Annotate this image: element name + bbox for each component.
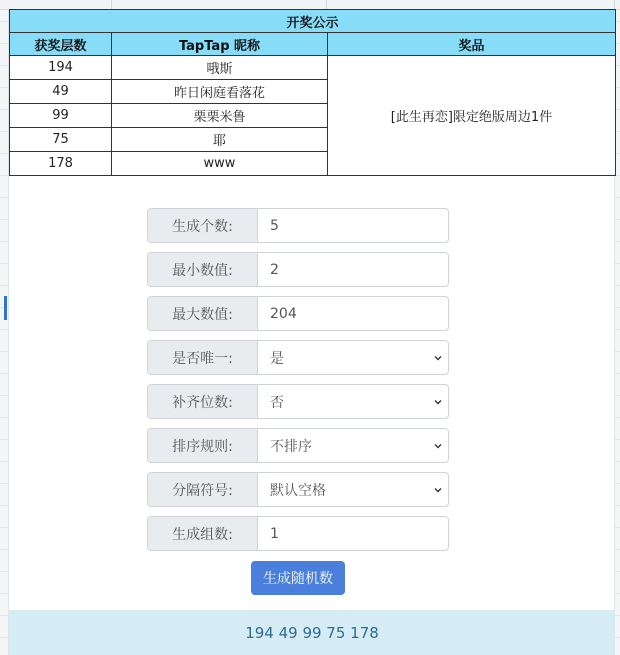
table-row (10, 56, 616, 80)
groups-field-group (147, 516, 449, 551)
chevron-down-icon (434, 398, 442, 406)
separator-field-group (147, 472, 449, 507)
count-input[interactable]: 5 (270, 217, 279, 234)
floor-cell: 194 (10, 56, 112, 80)
sort-select-value: 不排序 (270, 438, 312, 455)
floor-cell: 49 (10, 80, 112, 104)
nickname-cell: www (112, 152, 328, 176)
spreadsheet-row-gutter (0, 0, 9, 655)
floor-cell: 178 (10, 152, 112, 176)
nickname-cell: 耶 (112, 128, 328, 152)
floor-cell: 99 (10, 104, 112, 128)
floor-cell: 75 (10, 128, 112, 152)
column-header-floor: 获奖层数 (10, 33, 112, 56)
pad-select[interactable] (258, 385, 448, 418)
nickname-cell: 栗栗米鲁 (112, 104, 328, 128)
selection-marker (4, 296, 7, 320)
separator-select[interactable] (258, 473, 448, 506)
prize-cell: [此生再恋]限定绝版周边1件 (328, 56, 616, 176)
separator-select-value: 默认空格 (270, 482, 326, 499)
unique-label: 是否唯一: (148, 341, 258, 374)
sort-select[interactable] (258, 429, 448, 462)
min-input[interactable]: 2 (270, 261, 279, 278)
table-title: 开奖公示 (10, 10, 616, 33)
max-label: 最大数值: (148, 297, 258, 330)
pad-select-value: 否 (270, 394, 284, 411)
nickname-cell: 哦斯 (112, 56, 328, 80)
sort-label: 排序规则: (148, 429, 258, 462)
chevron-down-icon (434, 442, 442, 450)
column-header-prize: 奖品 (328, 33, 616, 56)
count-label: 生成个数: (148, 209, 258, 242)
chevron-down-icon (434, 354, 442, 362)
nickname-cell: 昨日闲庭看落花 (112, 80, 328, 104)
separator-label: 分隔符号: (148, 473, 258, 506)
column-header-nickname: TapTap 昵称 (112, 33, 328, 56)
chevron-down-icon (434, 486, 442, 494)
generate-random-button[interactable]: 生成随机数 (251, 561, 345, 595)
max-field-group (147, 296, 449, 331)
pad-field-group (147, 384, 449, 419)
groups-label: 生成组数: (148, 517, 258, 550)
unique-field-group (147, 340, 449, 375)
min-label: 最小数值: (148, 253, 258, 286)
result-display: 194 49 99 75 178 (9, 610, 615, 655)
count-field-group (147, 208, 449, 243)
min-field-group (147, 252, 449, 287)
lottery-results-table (9, 9, 616, 176)
unique-select[interactable] (258, 341, 448, 374)
pad-label: 补齐位数: (148, 385, 258, 418)
unique-select-value: 是 (270, 350, 284, 367)
max-input[interactable]: 204 (270, 305, 297, 322)
groups-input[interactable]: 1 (270, 525, 279, 542)
sort-field-group (147, 428, 449, 463)
